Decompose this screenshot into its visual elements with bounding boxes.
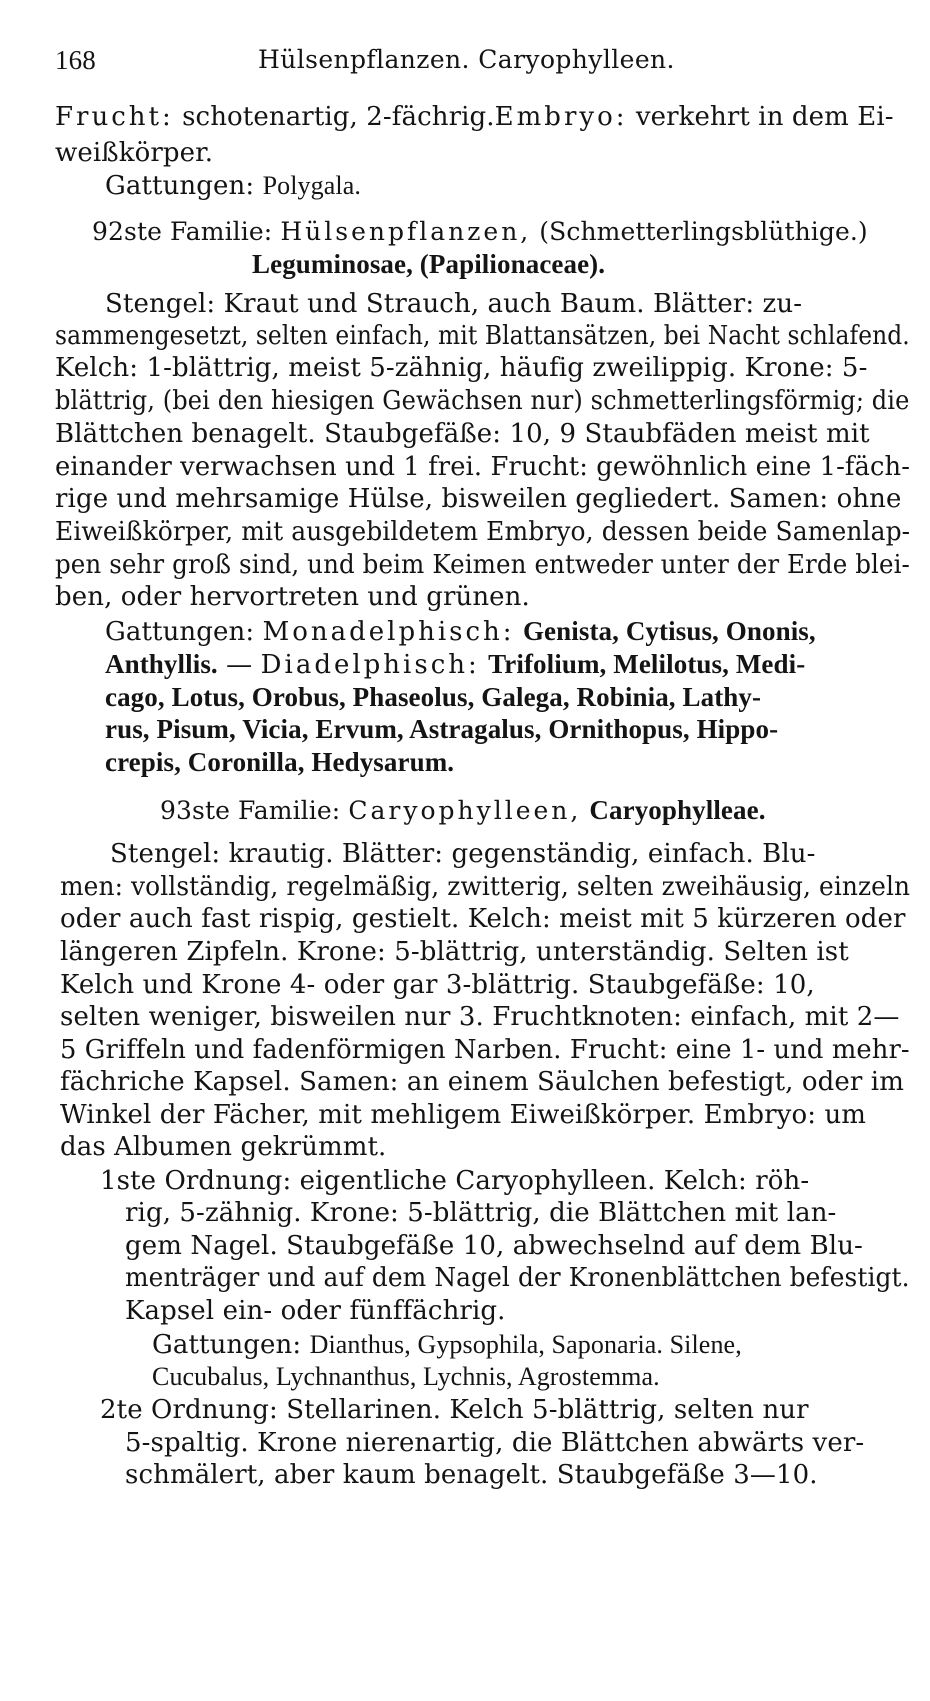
order-1-genera: Dianthus, Gypsophila, Saponaria. Silene, <box>309 1330 742 1359</box>
order-1-line-2: rig, 5-zähnig. Krone: 5-blättrig, die Blättchen mit lan- <box>125 1198 837 1228</box>
order-1-line-1: 1ste Ordnung: eigentliche Caryophylleen. Kelch: röh- <box>100 1166 810 1196</box>
genera-label: Gattungen: <box>105 171 255 201</box>
family-92-heading <box>92 216 868 248</box>
polygala-fruit-line <box>55 101 894 133</box>
running-title: Hülsenpflanzen. Caryophylleen. <box>258 45 675 74</box>
family-92-genera-line-1: cago, Lotus, Orobus, Phaseolus, Galega, Robinia, Lathy- <box>105 682 762 712</box>
family-92-line-9: pen sehr groß sind, und beim Keimen entweder unter der Erde blei- <box>55 550 910 580</box>
family-93-line-2: men: vollständig, regelmäßig, zwitterig, selten zweihäusig, einzeln <box>60 872 911 902</box>
family-92-line-7: rige und mehrsamige Hülse, bisweilen gegliedert. Samen: ohne <box>55 484 902 514</box>
family-93-name: Caryophylleen, <box>348 796 582 825</box>
order-1-genera-1 <box>152 1329 742 1361</box>
family-92-line-6: einander verwachsen und 1 frei. Frucht: gewöhnlich eine 1-fäch- <box>55 452 911 482</box>
diadelph-genera: Trifolium, Melilotus, Medi- <box>488 649 806 679</box>
embryo-text: verkehrt in dem Ei- <box>635 102 894 132</box>
family-92-line-3: Kelch: 1-blättrig, meist 5-zähnig, häufig zweilippig. Krone: 5- <box>55 353 868 383</box>
order-1-line-5: Kapsel ein- oder fünffächrig. <box>125 1296 506 1326</box>
family-92-line-4: blättrig, (bei den hiesigen Gewächsen nur) schmetterlingsförmig; die <box>55 386 910 416</box>
family-92-line-2: sammengesetzt, selten einfach, mit Blattansätzen, bei Nacht schlafend. <box>55 321 910 351</box>
monadelph-label: Monadelphisch: <box>262 617 515 647</box>
family-92-diadelph <box>105 648 805 681</box>
family-93-line-7: 5 Griffeln und fadenförmigen Narben. Frucht: eine 1- und mehr- <box>60 1035 910 1065</box>
family-92-monadelph <box>105 615 816 648</box>
family-92-subname: (Schmetterlingsblüthige.) <box>539 217 868 246</box>
family-92-name: Hülsenpflanzen, <box>280 217 532 246</box>
fruit-term: Frucht: <box>55 102 174 132</box>
monadelph-genera-end: Anthyllis. <box>105 649 218 679</box>
family-93-line-9: Winkel der Fächer, mit mehligem Eiweißkörper. Embryo: um <box>60 1100 867 1130</box>
family-92-number: 92ste Familie: <box>92 217 273 246</box>
family-93-line-1: Stengel: krautig. Blätter: gegenständig, einfach. Blu- <box>110 839 816 869</box>
family-93-line-4: längeren Zipfeln. Krone: 5-blättrig, unterständig. Selten ist <box>60 937 849 967</box>
family-93-latin: Caryophylleae. <box>589 795 766 825</box>
separator-dash: — <box>226 650 253 680</box>
diadelph-label: Diadelphisch: <box>260 650 480 680</box>
embryo-term: Embryo: <box>494 102 628 132</box>
family-92-line-5: Blättchen benagelt. Staubgefäße: 10, 9 Staubfäden meist mit <box>55 419 870 449</box>
order-1-genera-2: Cucubalus, Lychnanthus, Lychnis, Agrostemma. <box>152 1362 660 1391</box>
order-2-line-1: 2te Ordnung: Stellarinen. Kelch 5-blättrig, selten nur <box>100 1395 809 1425</box>
family-93-number: 93ste Familie: <box>160 796 341 825</box>
order-2-line-2: 5-spaltig. Krone nierenartig, die Blättchen abwärts ver- <box>125 1428 865 1458</box>
genera-label: Gattungen: <box>105 617 255 647</box>
family-93-line-5: Kelch und Krone 4- oder gar 3-blättrig. Staubgefäße: 10, <box>60 970 815 1000</box>
family-93-heading <box>160 794 766 827</box>
genera-list: Polygala. <box>262 171 361 200</box>
page-number: 168 <box>55 45 96 75</box>
order-1-line-4: menträger und auf dem Nagel der Kronenblättchen befestigt. <box>125 1263 910 1293</box>
order-1-line-3: gem Nagel. Staubgefäße 10, abwechselnd auf dem Blu- <box>125 1231 863 1261</box>
family-93-line-3: oder auch fast rispig, gestielt. Kelch: meist mit 5 kürzeren oder <box>60 904 906 934</box>
family-93-line-8: fächriche Kapsel. Samen: an einem Säulchen befestigt, oder im <box>60 1067 904 1097</box>
family-92-line-1: Stengel: Kraut und Strauch, auch Baum. Blätter: zu- <box>105 289 803 319</box>
family-92-genera-line-3: crepis, Coronilla, Hedysarum. <box>105 747 455 777</box>
family-93-line-6: selten weniger, bisweilen nur 3. Fruchtknoten: einfach, mit 2— <box>60 1002 900 1032</box>
family-92-line-10: ben, oder hervortreten und grünen. <box>55 582 530 612</box>
fruit-text: schotenartig, 2-fächrig. <box>182 102 495 132</box>
family-92-line-8: Eiweißkörper, mit ausgebildetem Embryo, dessen beide Samenlap- <box>55 517 911 547</box>
monadelph-genera: Genista, Cytisus, Ononis, <box>522 616 816 646</box>
family-92-genera-line-2: rus, Pisum, Vicia, Ervum, Astragalus, Ornithopus, Hippo- <box>105 714 779 744</box>
genera-label: Gattungen: <box>152 1330 302 1360</box>
family-92-latin: Leguminosae, (Papilionaceae). <box>252 249 606 279</box>
family-93-line-10: das Albumen gekrümmt. <box>60 1132 387 1162</box>
order-2-line-3: schmälert, aber kaum benagelt. Staubgefäße 3—10. <box>125 1460 818 1490</box>
polygala-genera <box>105 170 361 202</box>
polygala-line-2: weißkörper. <box>55 138 214 168</box>
